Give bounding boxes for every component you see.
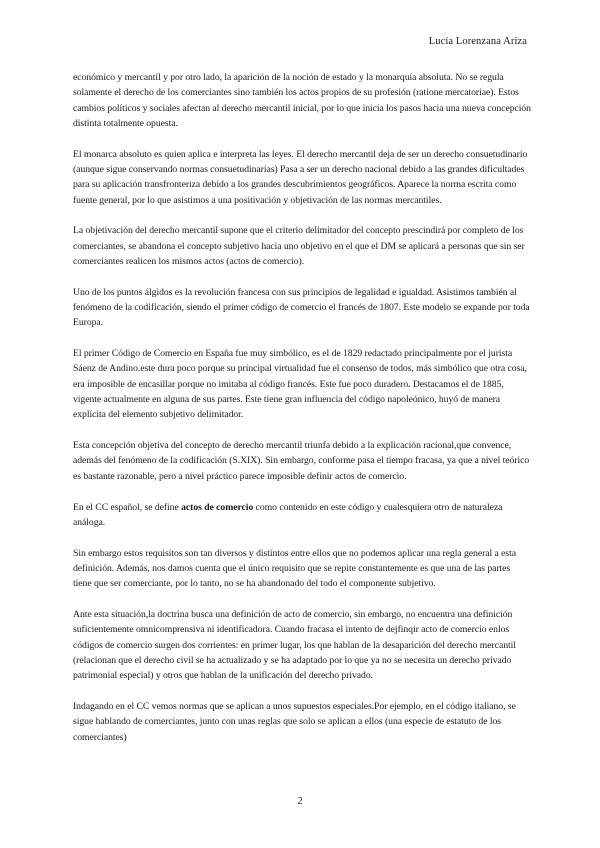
- paragraph-1: económico y mercantil y por otro lado, la aparición de la noción de estado y la monarquía absoluta. No se regula solamente el derecho de los comerciantes sino también los actos propios de su profesión (ratione mercatoriae). Estos cambios políticos y sociales afectan al derecho mercantil inicial, por lo que inicia los pasos hacia una nueva concepción distinta totalmente opuesta.: [73, 72, 531, 129]
- page-header-author: Lucía Lorenzana Ariza: [428, 36, 527, 47]
- page-number: 2: [297, 796, 303, 807]
- paragraph-5: El primer Código de Comercio en España fue muy simbólico, es el de 1829 redactado principalmente por el jurista Sáenz de Andino.este dura poco porque su principal virtualidad fue el consenso de todos, más simbólico que otra cosa, era imposible de encasillar porque no imitaba al código francés. Este fue poco duradero. Destacamos el de 1885, vigente actualmente en alguna de sus partes. Este tiene gran influencia del código napoleónico, huyó de manera explícita del elemento subjetivo delimitador.: [73, 348, 527, 421]
- paragraph-7: [73, 500, 531, 531]
- paragraph-10: Indagando en el CC vemos normas que se aplican a unos supuestos especiales.Por ejemplo, en el código italiano, se sigue hablando de comerciantes, junto con unas reglas que solo se aplican a ellos (una especie de estatuto de los comerciantes): [73, 701, 516, 743]
- paragraph-4: Uno de los puntos álgidos es la revolución francesa con sus principios de legalidad e igualdad. Asistimos también al fenómeno de la codificación, siendo el primer código de comercio el francés de 1807. Este modelo se expande por toda Europa.: [73, 286, 530, 329]
- paragraph-7-before: En el CC español, se define: [73, 501, 182, 513]
- paragraph-2: El monarca absoluto es quien aplica e interpreta las leyes. El derecho mercantil deja de ser un derecho consuetudinario (aunque sigue conservando normas consuetudinarias) Pasa a ser un derecho nacional debido a las grandes dificultades para su aplicación transfronteriza debido a los grandes descubrimientos geográficos. Aparece la norma escrita como fuente general, por lo que asistimos a una positivación y objetivación de las normas mercantiles.: [73, 148, 528, 206]
- paragraph-7-after: como contenido en este código y cualesquiera otro de naturaleza análoga.: [73, 501, 503, 528]
- paragraph-3: La objetivación del derecho mercantil supone que el criterio delimitador del concepto prescindirá por completo de los comerciantes, se abandona el concepto subjetivo hacia uno objetivo en el que el DM se aplicará a personas que sin ser comerciantes realicen los mismos actos (actos de comercio).: [73, 225, 525, 267]
- paragraph-6: Esta concepción objetiva del concepto de derecho mercantil triunfa debido a la explicación racional,que convence, además del fenómeno de la codificación (S.XIX). Sin embargo, conforme pasa el tiempo fracasa, ya que a nivel teórico es bastante razonable, pero a nivel práctico parece imposible definir actos de comercio.: [73, 440, 530, 482]
- paragraph-9: Ante esta situación,la doctrina busca una definición de acto de comercio, sin embargo, no encuentra una definición suficientemente omnicomprensiva ni identificadora. Cuando fracasa el intento de dejfinqir acto de comercio enlos códigos de comercio surgen dos corrientes: en primer lugar, los que hablan de la desaparición del derecho mercantil (relacionan que el derecho civil se ha actualizado y se ha adaptado por lo que ya no se necesita un derecho privado patrimonial especial) y otros que hablan de la unificación del derecho privado.: [73, 609, 516, 682]
- paragraph-8: Sin embargo estos requisitos son tan diversos y distintos entre ellos que no podemos aplicar una regla general a esta definición. Además, nos damos cuenta que el único requisito que se repite constantemente es que una de las partes tiene que ser comerciante, por lo tanto, no se ha abandonado del todo el componente subjetivo.: [73, 547, 516, 590]
- page-body: [73, 70, 531, 760]
- paragraph-7-bold-term: actos de comercio: [181, 501, 254, 513]
